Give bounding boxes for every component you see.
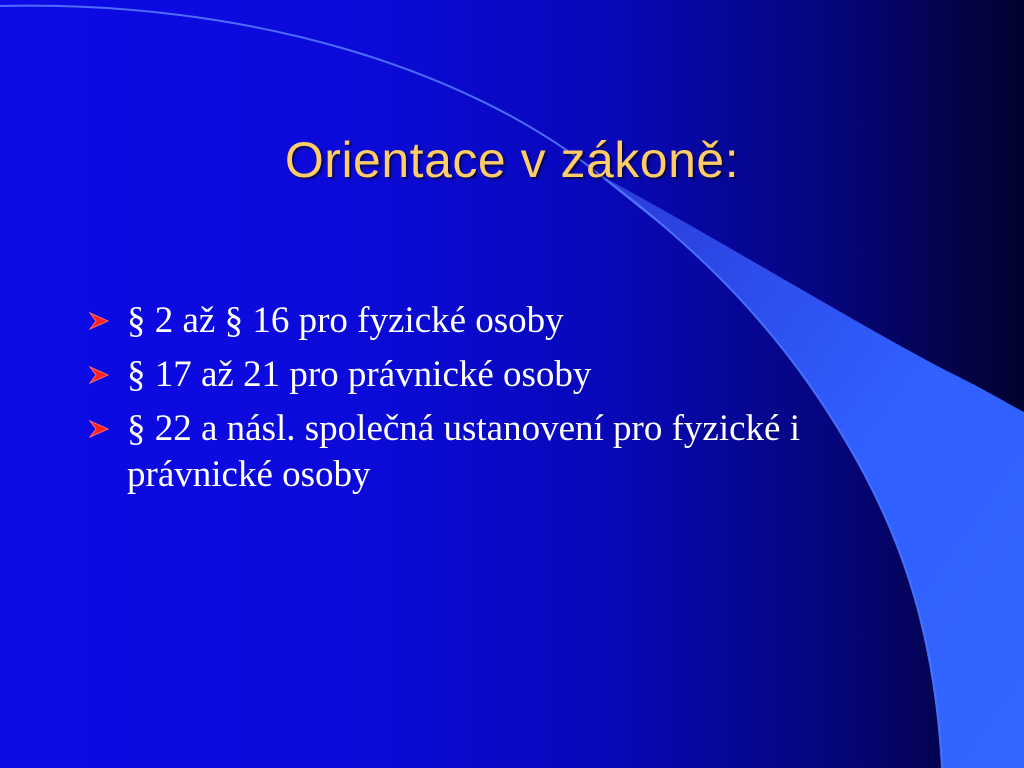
arrow-right-icon <box>88 365 112 385</box>
slide-title: Orientace v zákoně: <box>284 132 740 188</box>
bullet-text: § 17 až 21 pro právnické osoby <box>127 354 592 395</box>
arrow-right-icon <box>88 311 112 331</box>
bullet-item <box>88 406 948 498</box>
bullet-text: § 22 a násl. společná ustanovení pro fyzické i právnické osoby <box>127 408 800 495</box>
arrow-right-icon <box>88 419 112 439</box>
bullet-item <box>88 352 948 398</box>
bullet-text: § 2 až § 16 pro fyzické osoby <box>127 300 564 341</box>
bullet-item <box>88 298 948 344</box>
bullet-list <box>88 298 948 506</box>
